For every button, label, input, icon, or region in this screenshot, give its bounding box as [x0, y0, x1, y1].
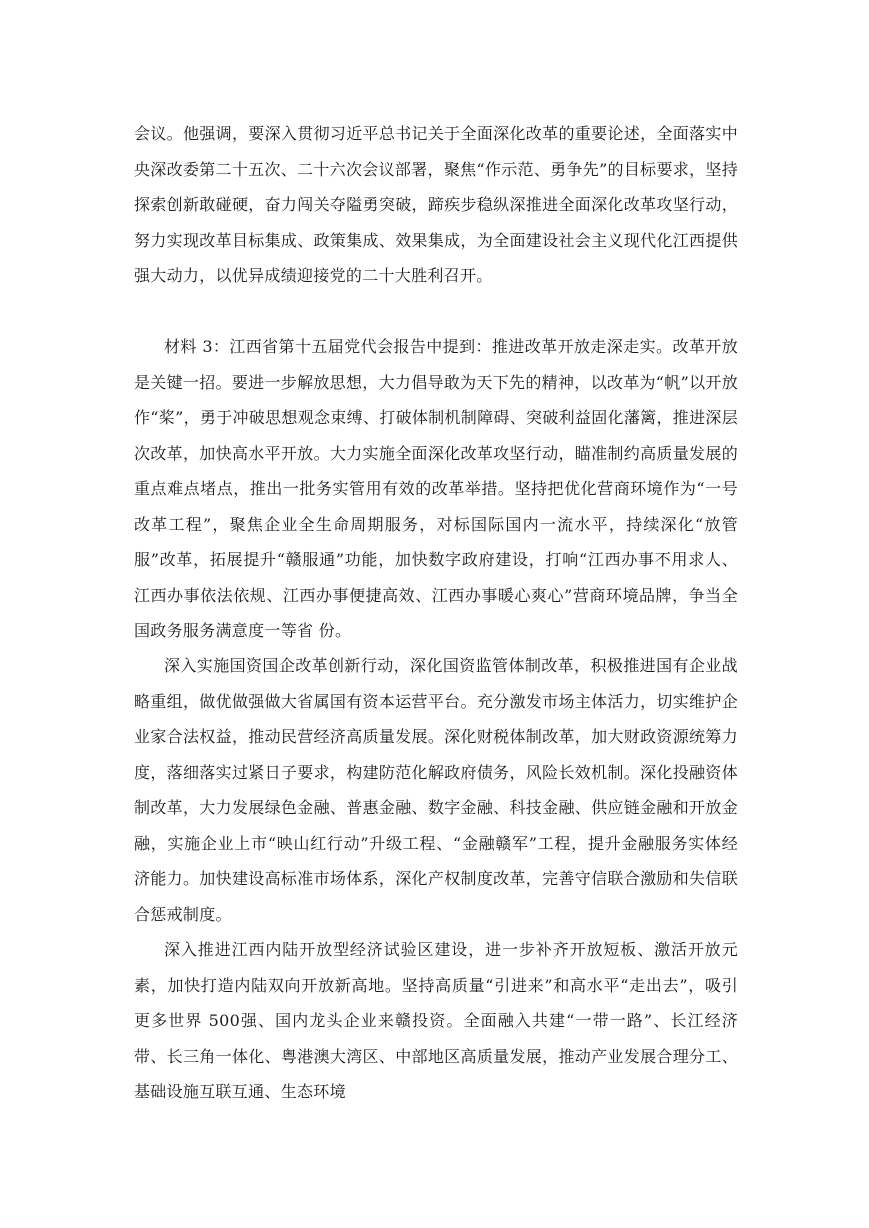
paragraph-state-enterprise-reform: 深入实施国资国企改革创新行动，深化国资监管体制改革，积极推进国有企业战略重组，做优做强做大省属国有资本运营平台。充分激发市场主体活力，切实维护企业家合法权益，推动民营经济高质量发展。深化财税体制改革，加大财政资源统筹力度，落细落实过紧日子要求，构建防范化解政府债务，风险长效机制。深化投融资体制改革，大力发展绿色金融、普惠金融、数字金融、科技金融、供应链金融和开放金融，实施企业上市“映山红行动”升级工程、“金融赣军”工程，提升金融服务实体经济能力。加快建设高标准市场体系，深化产权制度改革，完善守信联合激励和失信联合惩戒制度。 [134, 656, 738, 924]
paragraph-meeting-continuation: 会议。他强调，要深入贯彻习近平总书记关于全面深化改革的重要论述，全面落实中央深改委第二十五次、二十六次会议部署，聚焦“作示范、勇争先”的目标要求，坚持探索创新敢碰硬，奋力闯关夺隘勇突破，蹄疾步稳纵深推进全面深化改革攻坚行动，努力实现改革目标集成、政策集成、效果集成，为全面建设社会主义现代化江西提供强大动力，以优异成绩迎接党的二十大胜利召开。 [134, 124, 738, 285]
paragraph-material-3: 材料 3：江西省第十五届党代会报告中提到：推进改革开放走深走实。改革开放是关键一招。要进一步解放思想，大力倡导敢为天下先的精神，以改革为“帆”以开放作“桨”，勇于冲破思想观念束缚、打破体制机制障碍、突破利益固化藩篱，推进深层次改革，加快高水平开放。大力实施全面深化改革攻坚行动，瞄准制约高质量发展的重点难点堵点，推出一批务实管用有效的改革举措。坚持把优化营商环境作为“一号改革工程”，聚焦企业全生命周期服务，对标国际国内一流水平，持续深化“放管服”改革，拓展提升“赣服通”功能，加快数字政府建设，打响“江西办事不用求人、江西办事依法依规、江西办事便捷高效、江西办事暖心爽心”营商环境品牌，争当全国政务服务满意度一等省 份。 [134, 337, 738, 640]
paragraph-inland-opening: 深入推进江西内陆开放型经济试验区建设，进一步补齐开放短板、激活开放元素，加快打造内陆双向开放新高地。坚持高质量“引进来”和高水平“走出去”，吸引更多世界 500强、国内龙头企业来赣投资。全面融入共建“一带一路”、长江经济带、长三角一体化、粤港澳大湾区、中部地区高质量发展，推动产业发展合理分工、基础设施互联互通、生态环境 [134, 940, 738, 1101]
